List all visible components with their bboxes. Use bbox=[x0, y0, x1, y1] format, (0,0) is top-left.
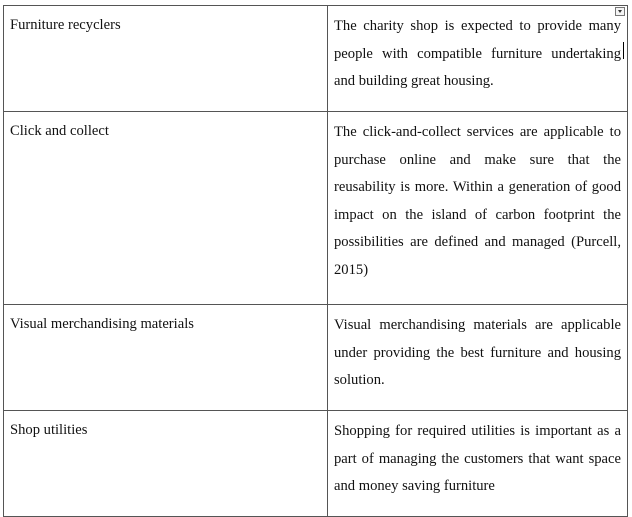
document-table bbox=[3, 5, 628, 517]
row-description: The charity shop is expected to provide many people with compatible furniture undertaking and building great housing. bbox=[334, 18, 621, 89]
table-row bbox=[4, 6, 628, 112]
row-description-cell[interactable] bbox=[328, 305, 628, 411]
row-description-cell[interactable] bbox=[328, 6, 628, 112]
row-label-cell[interactable] bbox=[4, 305, 328, 411]
row-label: Visual merchandising materials bbox=[10, 316, 194, 332]
row-label-cell[interactable] bbox=[4, 411, 328, 517]
row-description: Shopping for required utilities is important as a part of managing the customers that want space and money saving furniture bbox=[334, 423, 621, 494]
dropdown-arrow-icon[interactable] bbox=[615, 7, 625, 16]
row-label-cell[interactable] bbox=[4, 6, 328, 112]
row-label: Furniture recyclers bbox=[10, 17, 121, 33]
table-row bbox=[4, 305, 628, 411]
row-description-cell[interactable] bbox=[328, 112, 628, 305]
row-label: Shop utilities bbox=[10, 422, 88, 438]
row-description-cell[interactable] bbox=[328, 411, 628, 517]
row-description: The click-and-collect services are applicable to purchase online and make sure that the reusability is more. Within a generation of good impact on the island of carbon footprint the possibilities are defined and managed (Purcell, 2015) bbox=[334, 124, 621, 278]
text-cursor bbox=[623, 42, 624, 59]
row-label: Click and collect bbox=[10, 123, 109, 139]
row-label-cell[interactable] bbox=[4, 112, 328, 305]
table-row bbox=[4, 411, 628, 517]
table-row bbox=[4, 112, 628, 305]
row-description: Visual merchandising materials are applicable under providing the best furniture and housing solution. bbox=[334, 317, 621, 388]
